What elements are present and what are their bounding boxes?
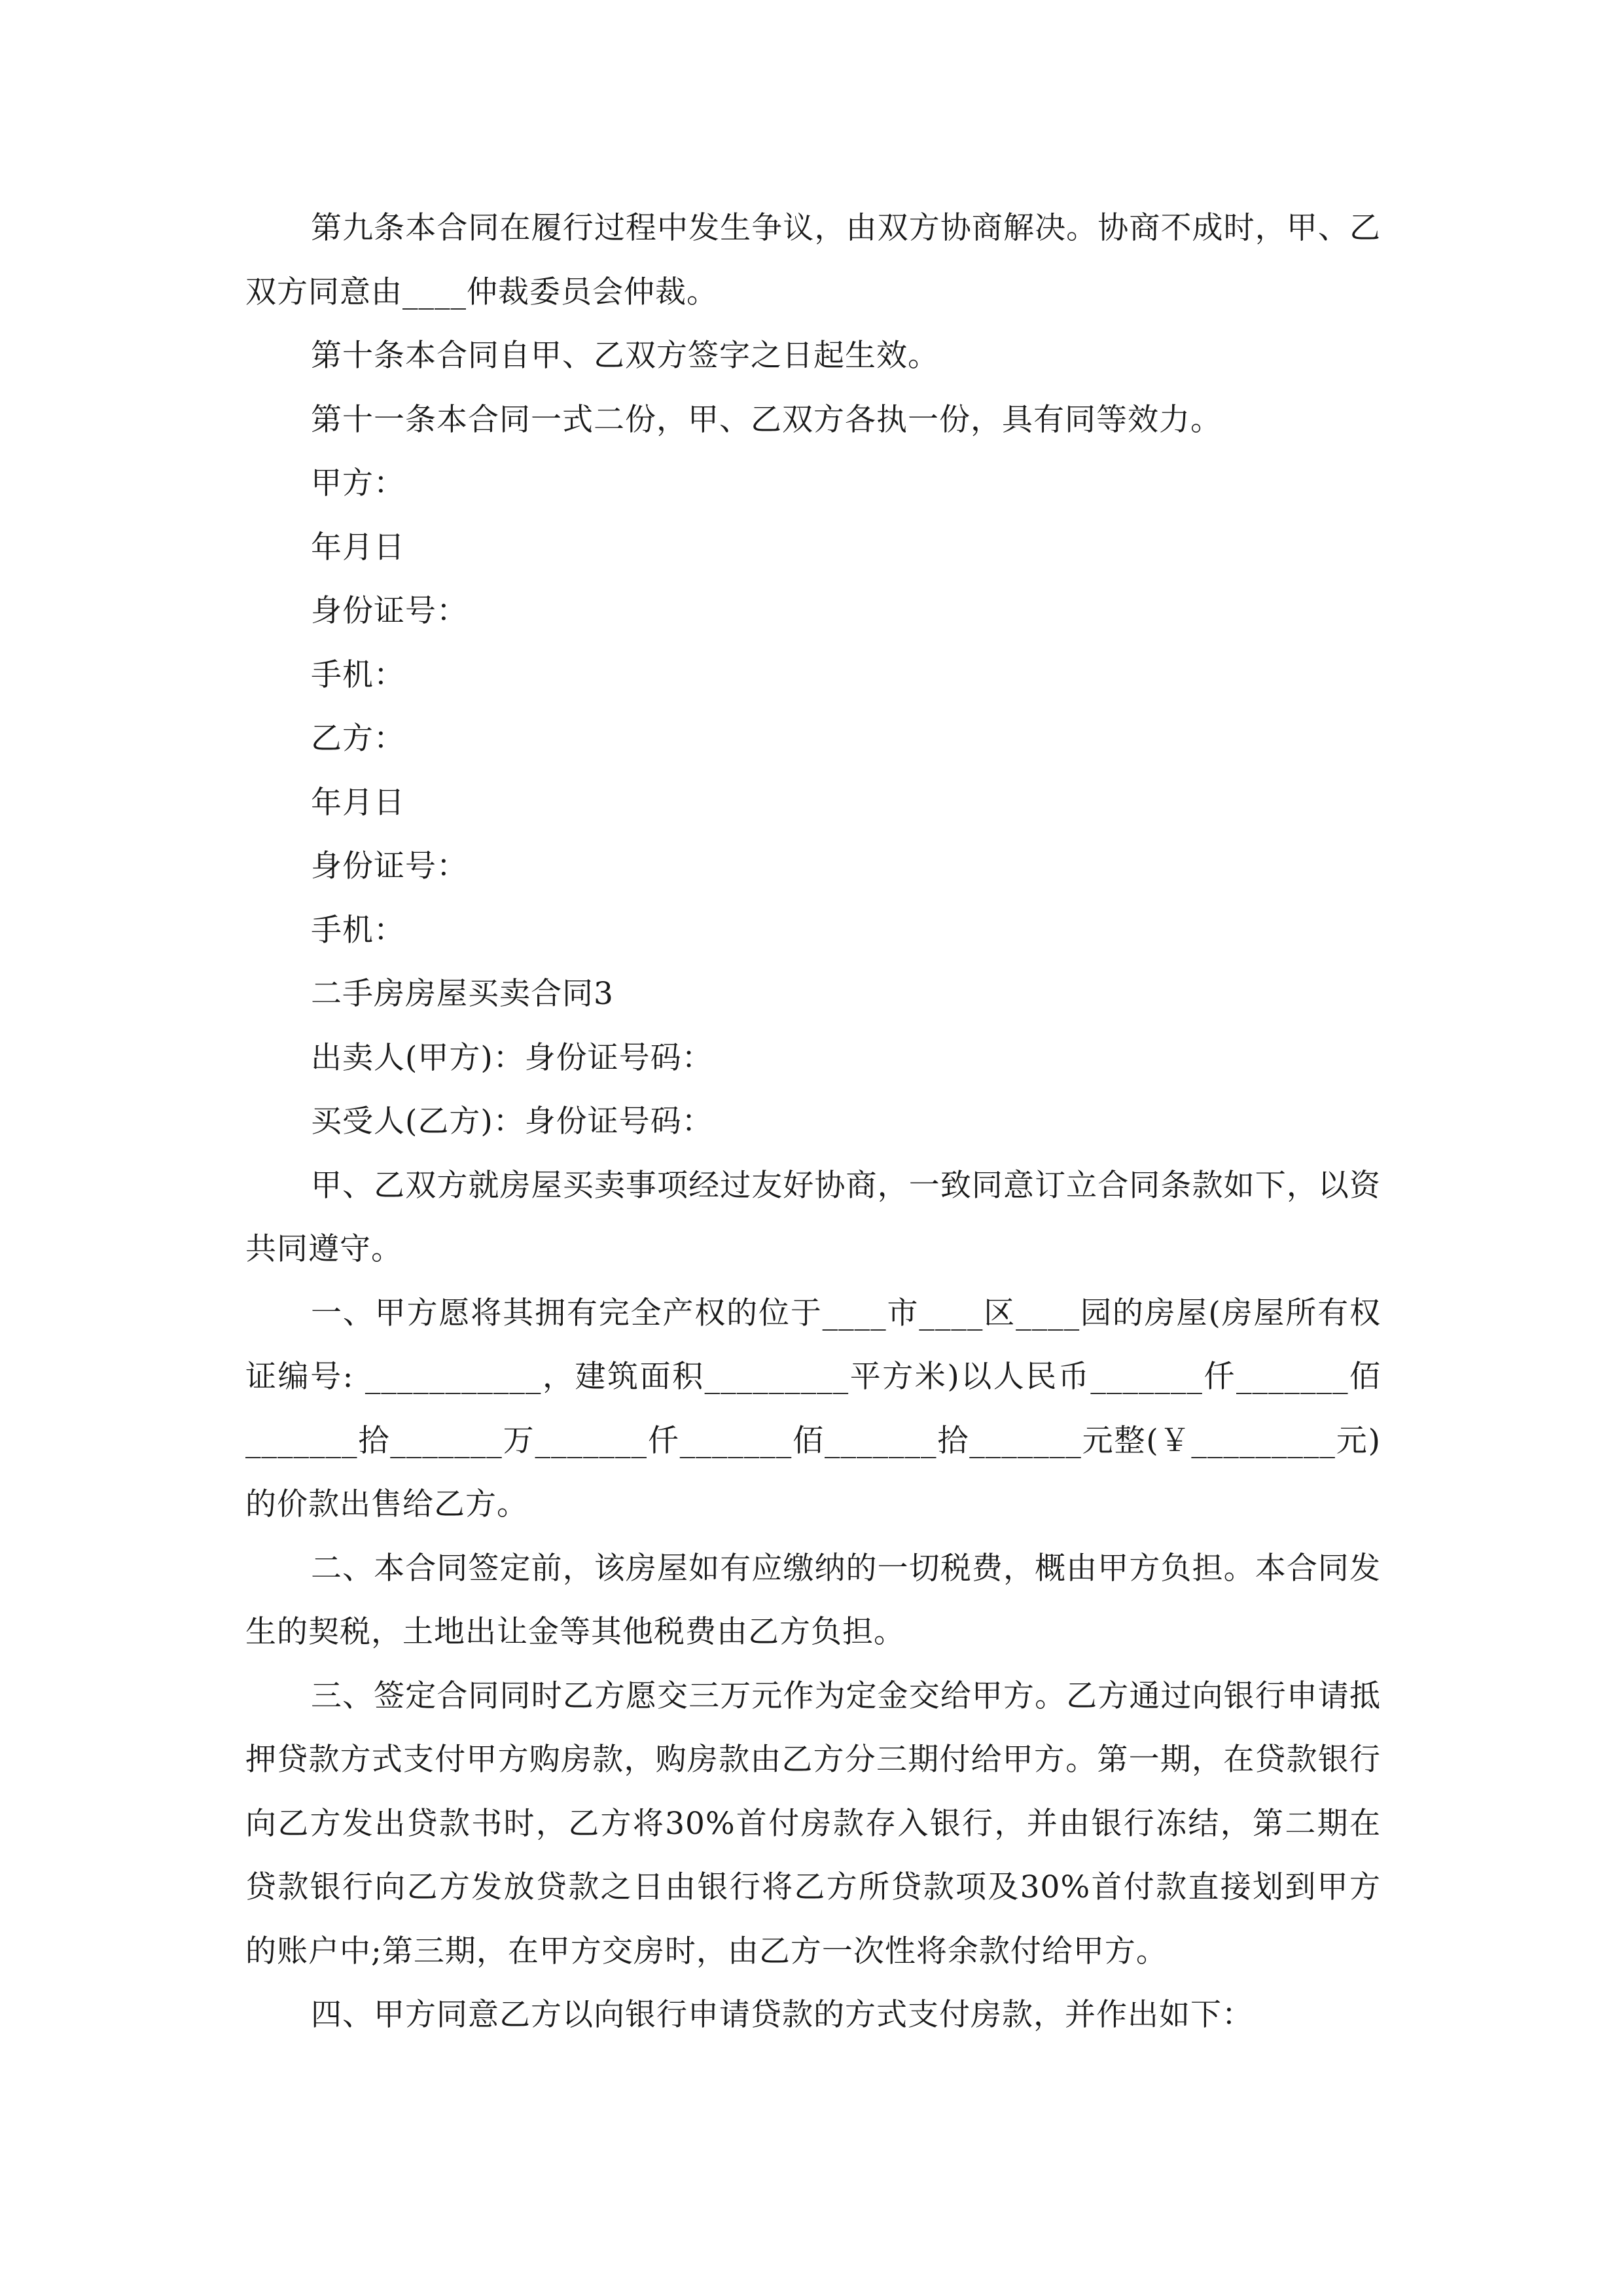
buyer-line: 买受人(乙方)：身份证号码： <box>311 1103 713 1139</box>
party-b-phone: 手机： <box>311 912 405 948</box>
party-a-id-number: 身份证号： <box>311 593 468 629</box>
party-a-date: 年月日 <box>311 529 405 565</box>
article-3: 三、签定合同同时乙方愿交三万元作为定金交给甲方。乙方通过向银行申请抵押贷款方式支付甲方购房款，购房款由乙方分三期付给甲方。第一期，在贷款银行向乙方发出贷款书时，乙方将30%首付房款存入银行，并由银行冻结，第二期在贷款银行向乙方发放贷款之日由银行将乙方所贷款项及30%首付款直接划到甲方的账户中;第三期，在甲方交房时，由乙方一次性将余款付给甲方。 <box>245 1677 1381 1969</box>
contract-title: 二手房房屋买卖合同3 <box>311 976 614 1012</box>
seller-line: 出卖人(甲方)：身份证号码： <box>311 1039 713 1076</box>
preamble: 甲、乙双方就房屋买卖事项经过友好协商，一致同意订立合同条款如下，以资共同遵守。 <box>245 1167 1381 1267</box>
document-body <box>245 196 1381 2047</box>
party-a-label: 甲方： <box>311 465 405 501</box>
article-2: 二、本合同签定前，该房屋如有应缴纳的一切税费，概由甲方负担。本合同发生的契税，土地出让金等其他税费由乙方负担。 <box>245 1550 1381 1650</box>
party-a-phone: 手机： <box>311 656 405 693</box>
article-1: 一、甲方愿将其拥有完全产权的位于____市____区____园的房屋(房屋所有权证编号: ___________，建筑面积_________平方米)以人民币_______仟_______佰_______拾_______万_______仟_______佰_______拾_______元整(￥_________元)的价款出售给乙方。 <box>245 1295 1381 1522</box>
party-b-id-number: 身份证号： <box>311 848 468 884</box>
clause-11: 第十一条本合同一式二份，甲、乙双方各执一份，具有同等效力。 <box>311 401 1222 438</box>
clause-10: 第十条本合同自甲、乙双方签字之日起生效。 <box>311 338 939 374</box>
clause-9: 第九条本合同在履行过程中发生争议，由双方协商解决。协商不成时，甲、乙双方同意由____仲裁委员会仲裁。 <box>245 210 1381 310</box>
party-b-date: 年月日 <box>311 784 405 821</box>
article-4: 四、甲方同意乙方以向银行申请贷款的方式支付房款，并作出如下： <box>311 1997 1253 2033</box>
party-b-label: 乙方： <box>311 721 405 757</box>
